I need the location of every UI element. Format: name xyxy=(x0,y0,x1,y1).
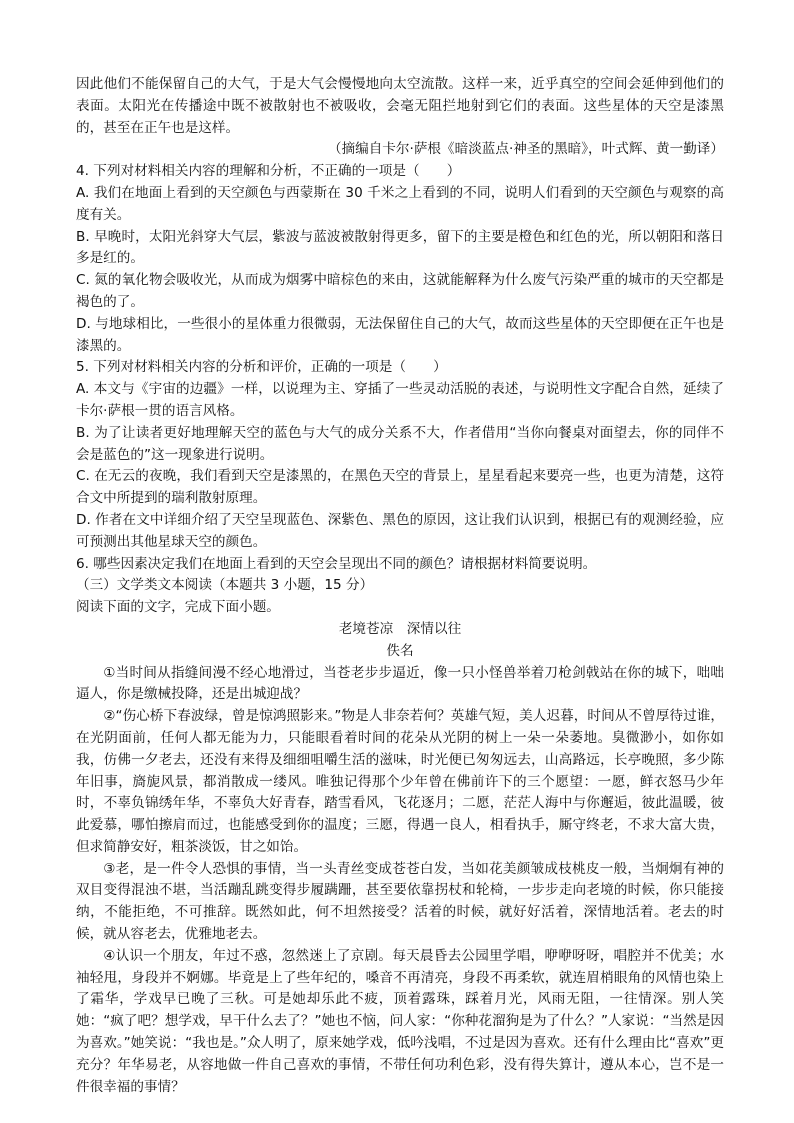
question-5-stem: 5. 下列对材料相关内容的分析和评价，正确的一项是（ ） xyxy=(76,359,447,376)
question-5-option-c: C. 在无云的夜晚，我们看到天空是漆黑的，在黑色天空的背景上，星星看起来要亮一些，也更为清楚，这符合文中所提到的瑞利散射原理。 xyxy=(76,468,724,507)
section-3-instruction: 阅读下面的文字，完成下面小题。 xyxy=(76,599,280,616)
question-4-stem: 4. 下列对材料相关内容的理解和分析，不正确的一项是（ ） xyxy=(76,163,461,180)
section-3-heading: （三）文学类文本阅读（本题共 3 小题，15 分） xyxy=(76,577,374,594)
intro-paragraph: 因此他们不能保留自己的大气，于是大气会慢慢地向太空流散。这样一来，近乎真空的空间会延伸到他们的表面。太阳光在传播途中既不被散射也不被吸收，会毫无阻拦地射到它们的表面。这些星体的天空是漆黑的，甚至在正午也是这样。 xyxy=(76,76,724,136)
story-author: 佚名 xyxy=(386,642,414,659)
question-4-option-c: C. 氮的氧化物会吸收光，从而成为烟雾中暗棕色的来由，这就能解释为什么废气污染严重的城市的天空都是褐色的了。 xyxy=(76,272,724,310)
question-4-option-a: A. 我们在地面上看到的天空颜色与西蒙斯在 30 千米之上看到的不同，说明人们看到的天空颜色与观察的高度有关。 xyxy=(76,184,724,223)
question-6-stem: 6. 哪些因素决定我们在地面上看到的天空会呈现出不同的颜色？请根据材料简要说明。 xyxy=(76,555,597,572)
story-title: 老境苍凉 深情以往 xyxy=(338,620,462,637)
question-4-option-b: B. 早晚时，太阳光斜穿大气层，紫波与蓝波被散射得更多，留下的主要是橙色和红色的光，所以朝阳和落日多是红的。 xyxy=(76,228,724,267)
story-paragraph-3: ③老，是一件令人恐惧的事情，当一头青丝变成苍苍白发，当如花美颜皱成枝桃皮一般，当炯炯有神的双目变得混浊不堪，当活蹦乱跳变得步履蹒跚，甚至要依靠拐杖和轮椅，一步步走向老境的时候，你只能接纳，不能拒绝，不可推辞。既然如此，何不坦然接受？活着的时候，就好好活着，深情地活着。老去的时候，就从容老去，优雅地老去。 xyxy=(76,860,724,943)
source-citation: （摘编自卡尔·萨根《暗淡蓝点·神圣的黑暗》，叶式辉、黄一勤译） xyxy=(327,141,724,158)
story-paragraph-1: ①当时间从指缝间漫不经心地滑过，当苍老步步逼近，像一只小怪兽举着刀枪剑戟站在你的城下，咄咄逼人，你是缴械投降，还是出城迎战？ xyxy=(76,664,724,703)
story-paragraph-2: ②“伤心桥下春波绿，曾是惊鸿照影来。”物是人非奈若何？英雄气短，美人迟暮，时间从不曾厚待过谁，在光阴面前，任何人都无能为力，只能眼看着时间的花朵从光阴的树上一朵一朵萎地。臭微渺小，如你如我，仿佛一夕老去，还没有来得及细细咀嚼生活的滋味，时光便已匆匆远去，山高路远，长亭晚照，多少陈年旧事，旖旎风景，都消散成一缕风。唯独记得那个少年曾在佛前许下的三个愿望：一愿，鲜衣怒马少年时，不辜负锦绣年华，不辜负大好青春，踏雪看风，飞花逐月；二愿，茫茫人海中与你邂逅，彼此温暖，彼此爱慕，哪怕擦肩而过，也能感受到你的温度；三愿，得遇一良人，相看执手，厮守终老，不求大富大贵，但求简静安好，粗茶淡饭，甘之如饴。 xyxy=(76,708,724,855)
story-paragraph-4: ④认识一个朋友，年过不惑，忽然迷上了京剧。每天晨昏去公园里学唱，咿咿呀呀，唱腔并不优美；水袖轻甩，身段并不婀娜。毕竟是上了些年纪的，嗓音不再清亮，身段不再柔软，就连眉梢眼角的风情也染上了霜华，学戏早已晚了三秋。可是她却乐此不疲，顶着露珠，踩着月光，风雨无阻，一往情深。别人笑她：“疯了吧？想学戏，早干什么去了？”她也不恼，问人家：“你种花溜狗是为了什么？”人家说：“当然是因为喜欢。”她笑说：“我也是。”众人明了，原来她学戏，低吟浅唱，不过是因为喜欢。还有什么理由比“喜欢”更充分？年华易老，从容地做一件自己喜欢的事情，不带任何功利色彩，没有得失算计，遵从本心，岂不是一件很幸福的事情？ xyxy=(76,947,724,1095)
question-4-option-d: D. 与地球相比，一些很小的星体重力很微弱，无法保留住自己的大气，故而这些星体的天空即便在正午也是漆黑的。 xyxy=(76,315,724,354)
question-5-option-d: D. 作者在文中详细介绍了天空呈现蓝色、深紫色、黑色的原因，这让我们认识到，根据已有的观测经验，应可预测出其他星球天空的颜色。 xyxy=(76,511,724,550)
question-5-option-a: A. 本文与《宇宙的边疆》一样，以说理为主、穿插了一些灵动活脱的表述，与说明性文字配合自然，延续了卡尔·萨根一贯的语言风格。 xyxy=(76,381,724,419)
question-5-option-b: B. 为了让读者更好地理解天空的蓝色与大气的成分关系不大，作者借用“当你向餐桌对面望去，你的同伴不会是蓝色的”这一现象进行说明。 xyxy=(76,424,724,463)
